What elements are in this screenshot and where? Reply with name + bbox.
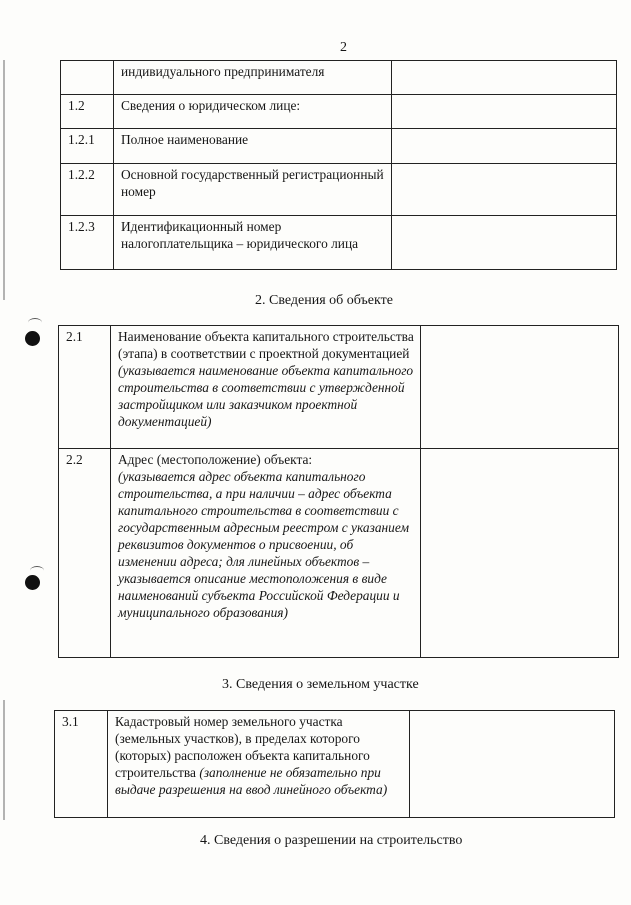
row-label: Сведения о юридическом лице: [114, 95, 392, 129]
row-value[interactable] [421, 326, 619, 449]
table-row [61, 95, 617, 129]
row-label: индивидуального предпринимателя [114, 61, 392, 95]
punch-hole-arc [30, 566, 44, 575]
row-value[interactable] [392, 129, 617, 164]
row-value[interactable] [392, 216, 617, 270]
table-row [61, 164, 617, 216]
scan-edge-mark [3, 60, 5, 300]
land-plot-table [54, 710, 615, 818]
row-label: Основной государственный регистрационный номер [114, 164, 392, 216]
row-label: Полное наименование [114, 129, 392, 164]
row-value[interactable] [421, 449, 619, 658]
table-row [61, 129, 617, 164]
section-title-object: 2. Сведения об объекте [255, 293, 393, 308]
row-value[interactable] [392, 61, 617, 95]
row-label-cell [111, 449, 421, 658]
punch-hole [25, 575, 40, 590]
row-number: 1.2.3 [61, 216, 114, 270]
row-value[interactable] [392, 164, 617, 216]
section-title-land-plot: 3. Сведения о земельном участке [222, 677, 419, 692]
table-row [61, 61, 617, 95]
punch-hole [25, 331, 40, 346]
row-label-cell [108, 711, 410, 818]
row-label: Кадастровый номер земельного участка (земельных участков), в пределах которого (которых) расположен объекта капитального строительства [115, 714, 370, 780]
table-row [59, 326, 619, 449]
table-row [59, 449, 619, 658]
row-number: 1.2.2 [61, 164, 114, 216]
row-note: (заполнение не обязательно при выдаче разрешения на ввод линейного объекта) [115, 765, 388, 797]
row-number: 3.1 [55, 711, 108, 818]
row-note: (указывается наименование объекта капитального строительства в соответствии с утвержденной застройщиком или заказчиком проектной документацией) [118, 363, 414, 429]
applicant-table [60, 60, 617, 270]
section-title-permit: 4. Сведения о разрешении на строительство [200, 833, 463, 848]
row-number: 2.1 [59, 326, 111, 449]
row-label: Идентификационный номер налогоплательщика – юридического лица [114, 216, 392, 270]
punch-hole-arc [28, 318, 42, 327]
page-number: 2 [340, 40, 347, 55]
row-value[interactable] [410, 711, 615, 818]
object-table [58, 325, 619, 658]
table-row [61, 216, 617, 270]
row-label: Адрес (местоположение) объекта: [118, 452, 313, 467]
scan-edge-mark [3, 700, 5, 820]
row-value[interactable] [392, 95, 617, 129]
table-row [55, 711, 615, 818]
row-number: 1.2.1 [61, 129, 114, 164]
row-note: (указывается адрес объекта капитального строительства, а при наличии – адрес объекта капитального строительства в соответствии с государственным адресным реестром с указанием реквизитов документов о присвоении, об изменении адреса; для линейных объектов – указывается описание местоположения в виде наименований субъекта Российской Федерации и муниципального образования) [118, 469, 410, 620]
row-label-cell [111, 326, 421, 449]
row-number [61, 61, 114, 95]
row-number: 2.2 [59, 449, 111, 658]
row-number: 1.2 [61, 95, 114, 129]
row-label: Наименование объекта капитального строительства (этапа) в соответствии с проектной документацией [118, 329, 414, 361]
